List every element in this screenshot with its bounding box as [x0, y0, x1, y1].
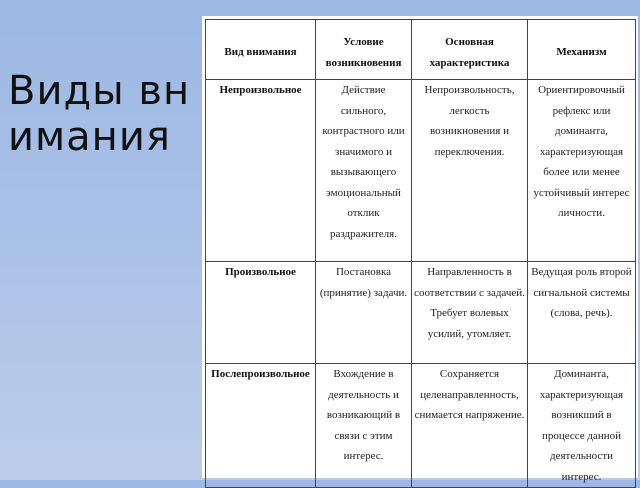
cell-condition: Действие сильного, контрастного или значимого и вызывающего эмоциональный отклик раздражителя.	[316, 80, 412, 262]
cell-mechanism: Ведущая роль второй сигнальной системы (слова, речь).	[528, 262, 636, 364]
cell-kind: Произвольное	[206, 262, 316, 364]
header-kind: Вид внимания	[206, 20, 316, 80]
table-row	[206, 364, 636, 488]
header-characteristic: Основная характеристика	[412, 20, 528, 80]
table-row	[206, 262, 636, 364]
cell-kind: Послепроизвольное	[206, 364, 316, 488]
cell-condition: Постановка (принятие) задачи.	[316, 262, 412, 364]
slide-title: Виды внимания	[8, 68, 191, 160]
header-condition: Условие возникновения	[316, 20, 412, 80]
table-row	[206, 80, 636, 262]
header-mechanism: Механизм	[528, 20, 636, 80]
attention-types-table-image	[202, 16, 638, 483]
cell-kind: Непроизвольное	[206, 80, 316, 262]
attention-types-table	[205, 19, 636, 488]
cell-characteristic: Сохраняется целенаправленность, снимается напряжение.	[412, 364, 528, 488]
table-header-row	[206, 20, 636, 80]
cell-mechanism: Доминанта, характеризующая возникший в процессе данной деятельности интерес.	[528, 364, 636, 488]
cell-mechanism: Ориентировочный рефлекс или доминанта, характеризующая более или менее устойчивый интерес личности.	[528, 80, 636, 262]
cell-characteristic: Непроизвольность, легкость возникновения и переключения.	[412, 80, 528, 262]
cell-characteristic: Направленность в соответствии с задачей. Требует волевых усилий, утомляет.	[412, 262, 528, 364]
cell-condition: Вхождение в деятельность и возникающий в связи с этим интерес.	[316, 364, 412, 488]
